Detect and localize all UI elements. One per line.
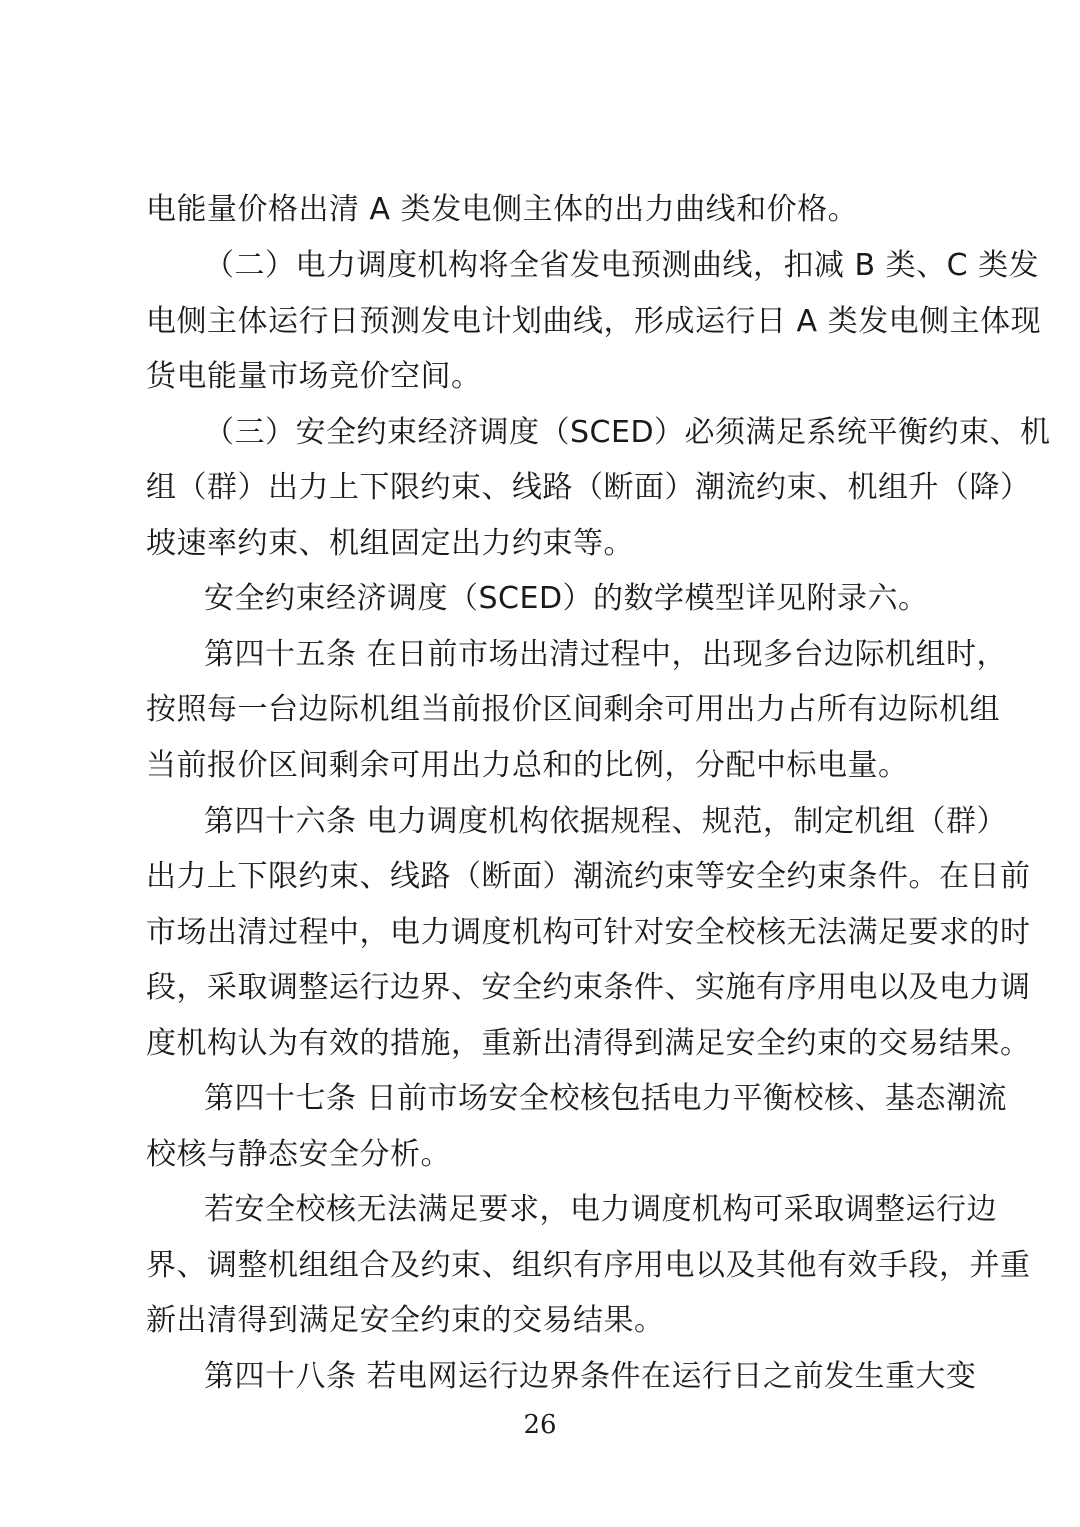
text-line: 出力上下限约束、线路（断面）潮流约束等安全约束条件。在日前 (146, 859, 1031, 894)
text-line: 按照每一台边际机组当前报价区间剩余可用出力占所有边际机组 (146, 692, 1000, 727)
text-line: 界、调整机组组合及约束、组织有序用电以及其他有效手段，并重 (146, 1248, 1031, 1283)
text-line: （三）安全约束经济调度（SCED）必须满足系统平衡约束、机 (204, 415, 1051, 450)
text-line: 第四十七条 日前市场安全校核包括电力平衡校核、基态潮流 (204, 1081, 1008, 1116)
text-line: 若安全校核无法满足要求，电力调度机构可采取调整运行边 (204, 1192, 997, 1227)
text-line: 电侧主体运行日预测发电计划曲线，形成运行日 A 类发电侧主体现 (146, 304, 1042, 339)
text-line: 当前报价区间剩余可用出力总和的比例，分配中标电量。 (146, 748, 909, 783)
text-line: 安全约束经济调度（SCED）的数学模型详见附录六。 (204, 581, 929, 616)
text-line: （二）电力调度机构将全省发电预测曲线，扣减 B 类、C 类发 (204, 248, 1040, 283)
text-line: 第四十五条 在日前市场出清过程中，出现多台边际机组时， (204, 637, 1008, 672)
text-line: 货电能量市场竞价空间。 (146, 359, 482, 394)
text-line: 校核与静态安全分析。 (146, 1137, 451, 1172)
text-line: 电能量价格出清 A 类发电侧主体的出力曲线和价格。 (146, 192, 859, 227)
text-line: 度机构认为有效的措施，重新出清得到满足安全约束的交易结果。 (146, 1026, 1031, 1061)
text-line: 第四十六条 电力调度机构依据规程、规范，制定机组（群） (204, 804, 1008, 839)
text-line: 坡速率约束、机组固定出力约束等。 (146, 526, 634, 561)
page-number: 26 (523, 1410, 557, 1440)
text-line: 第四十八条 若电网运行边界条件在运行日之前发生重大变 (204, 1359, 977, 1394)
text-line: 新出清得到满足安全约束的交易结果。 (146, 1303, 665, 1338)
text-line: 组（群）出力上下限约束、线路（断面）潮流约束、机组升（降） (146, 470, 1031, 505)
text-line: 市场出清过程中，电力调度机构可针对安全校核无法满足要求的时 (146, 915, 1031, 950)
text-line: 段，采取调整运行边界、安全约束条件、实施有序用电以及电力调 (146, 970, 1031, 1005)
